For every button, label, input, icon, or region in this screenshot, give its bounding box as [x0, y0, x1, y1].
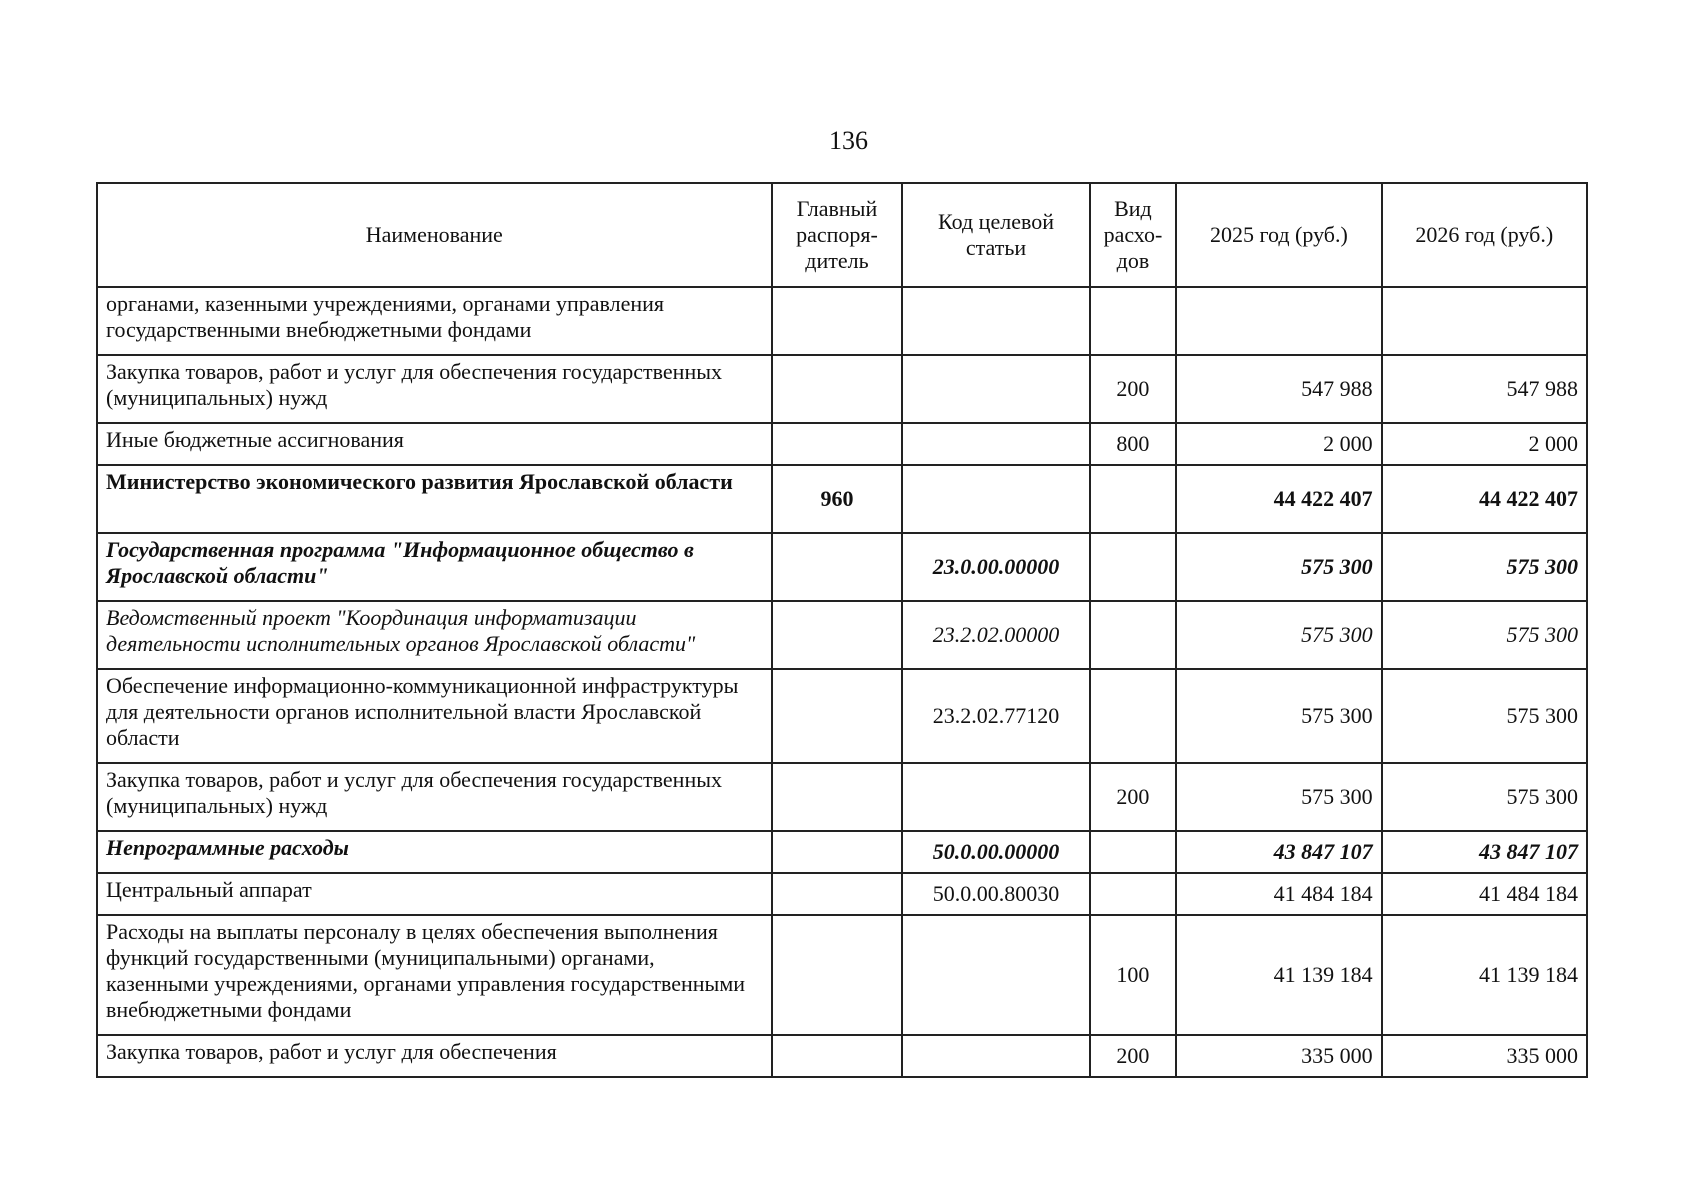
cell-type — [1090, 287, 1177, 355]
table-row — [97, 287, 1587, 355]
cell-2025: 575 300 — [1176, 669, 1381, 763]
cell-2025: 575 300 — [1176, 533, 1381, 601]
cell-code: 23.2.02.77120 — [902, 669, 1089, 763]
cell-name: Ведомственный проект "Координация информатизации деятельности исполнительных органов Ярославской области" — [97, 601, 772, 669]
cell-manager — [772, 1035, 903, 1077]
cell-2025: 43 847 107 — [1176, 831, 1381, 873]
cell-type — [1090, 873, 1177, 915]
cell-manager — [772, 533, 903, 601]
table-row — [97, 915, 1587, 1035]
cell-manager — [772, 423, 903, 465]
cell-2026 — [1382, 287, 1587, 355]
cell-code — [902, 355, 1089, 423]
cell-2026: 2 000 — [1382, 423, 1587, 465]
cell-manager — [772, 287, 903, 355]
table-row — [97, 423, 1587, 465]
cell-2026: 41 139 184 — [1382, 915, 1587, 1035]
cell-name: Центральный аппарат — [97, 873, 772, 915]
header-2026: 2026 год (руб.) — [1382, 183, 1587, 287]
table-row — [97, 831, 1587, 873]
header-type: Вид расхо- дов — [1090, 183, 1177, 287]
cell-name: органами, казенными учреждениями, органами управления государственными внебюджетными фондами — [97, 287, 772, 355]
cell-2026: 41 484 184 — [1382, 873, 1587, 915]
cell-name: Непрограммные расходы — [97, 831, 772, 873]
cell-type: 200 — [1090, 1035, 1177, 1077]
cell-type: 200 — [1090, 763, 1177, 831]
table-row — [97, 465, 1587, 533]
cell-name: Расходы на выплаты персоналу в целях обеспечения выполнения функций государственными (муниципальными) органами, казенными учреждениями, органами управления государственными внебюджетными фондами — [97, 915, 772, 1035]
table-row — [97, 601, 1587, 669]
cell-manager — [772, 873, 903, 915]
table-body — [97, 287, 1587, 1077]
cell-code: 50.0.00.80030 — [902, 873, 1089, 915]
cell-name: Закупка товаров, работ и услуг для обеспечения государственных (муниципальных) нужд — [97, 355, 772, 423]
cell-2025: 575 300 — [1176, 763, 1381, 831]
cell-type: 200 — [1090, 355, 1177, 423]
cell-manager — [772, 831, 903, 873]
cell-type — [1090, 831, 1177, 873]
cell-code — [902, 465, 1089, 533]
cell-name: Обеспечение информационно-коммуникационной инфраструктуры для деятельности органов исполнительной власти Ярославской области — [97, 669, 772, 763]
cell-2026: 335 000 — [1382, 1035, 1587, 1077]
budget-table — [96, 182, 1588, 1078]
cell-2025: 547 988 — [1176, 355, 1381, 423]
cell-code: 50.0.00.00000 — [902, 831, 1089, 873]
cell-code — [902, 915, 1089, 1035]
table-row — [97, 355, 1587, 423]
page-number: 136 — [829, 126, 868, 155]
cell-2026: 575 300 — [1382, 763, 1587, 831]
table-header-row — [97, 183, 1587, 287]
cell-2025: 41 484 184 — [1176, 873, 1381, 915]
header-manager: Главный распоря- дитель — [772, 183, 903, 287]
cell-code: 23.0.00.00000 — [902, 533, 1089, 601]
cell-manager — [772, 915, 903, 1035]
cell-2026: 575 300 — [1382, 669, 1587, 763]
cell-2025: 335 000 — [1176, 1035, 1381, 1077]
cell-code: 23.2.02.00000 — [902, 601, 1089, 669]
header-2025: 2025 год (руб.) — [1176, 183, 1381, 287]
cell-manager — [772, 669, 903, 763]
cell-code — [902, 1035, 1089, 1077]
cell-manager — [772, 601, 903, 669]
cell-2025 — [1176, 287, 1381, 355]
table-row — [97, 763, 1587, 831]
cell-name: Министерство экономического развития Ярославской области — [97, 465, 772, 533]
cell-2025: 575 300 — [1176, 601, 1381, 669]
cell-name: Иные бюджетные ассигнования — [97, 423, 772, 465]
cell-type — [1090, 465, 1177, 533]
cell-code — [902, 423, 1089, 465]
cell-2025: 44 422 407 — [1176, 465, 1381, 533]
cell-type — [1090, 533, 1177, 601]
header-code: Код целевой статьи — [902, 183, 1089, 287]
cell-type: 100 — [1090, 915, 1177, 1035]
cell-type: 800 — [1090, 423, 1177, 465]
cell-2026: 547 988 — [1382, 355, 1587, 423]
header-name: Наименование — [97, 183, 772, 287]
table-row — [97, 533, 1587, 601]
cell-code — [902, 763, 1089, 831]
cell-name: Закупка товаров, работ и услуг для обеспечения — [97, 1035, 772, 1077]
cell-code — [902, 287, 1089, 355]
cell-2025: 2 000 — [1176, 423, 1381, 465]
cell-name: Государственная программа "Информационное общество в Ярославской области" — [97, 533, 772, 601]
cell-manager: 960 — [772, 465, 903, 533]
cell-manager — [772, 763, 903, 831]
table-row — [97, 1035, 1587, 1077]
cell-2026: 43 847 107 — [1382, 831, 1587, 873]
cell-name: Закупка товаров, работ и услуг для обеспечения государственных (муниципальных) нужд — [97, 763, 772, 831]
cell-2026: 575 300 — [1382, 601, 1587, 669]
cell-type — [1090, 669, 1177, 763]
cell-2026: 575 300 — [1382, 533, 1587, 601]
cell-manager — [772, 355, 903, 423]
table-row — [97, 669, 1587, 763]
cell-type — [1090, 601, 1177, 669]
table-row — [97, 873, 1587, 915]
cell-2026: 44 422 407 — [1382, 465, 1587, 533]
cell-2025: 41 139 184 — [1176, 915, 1381, 1035]
